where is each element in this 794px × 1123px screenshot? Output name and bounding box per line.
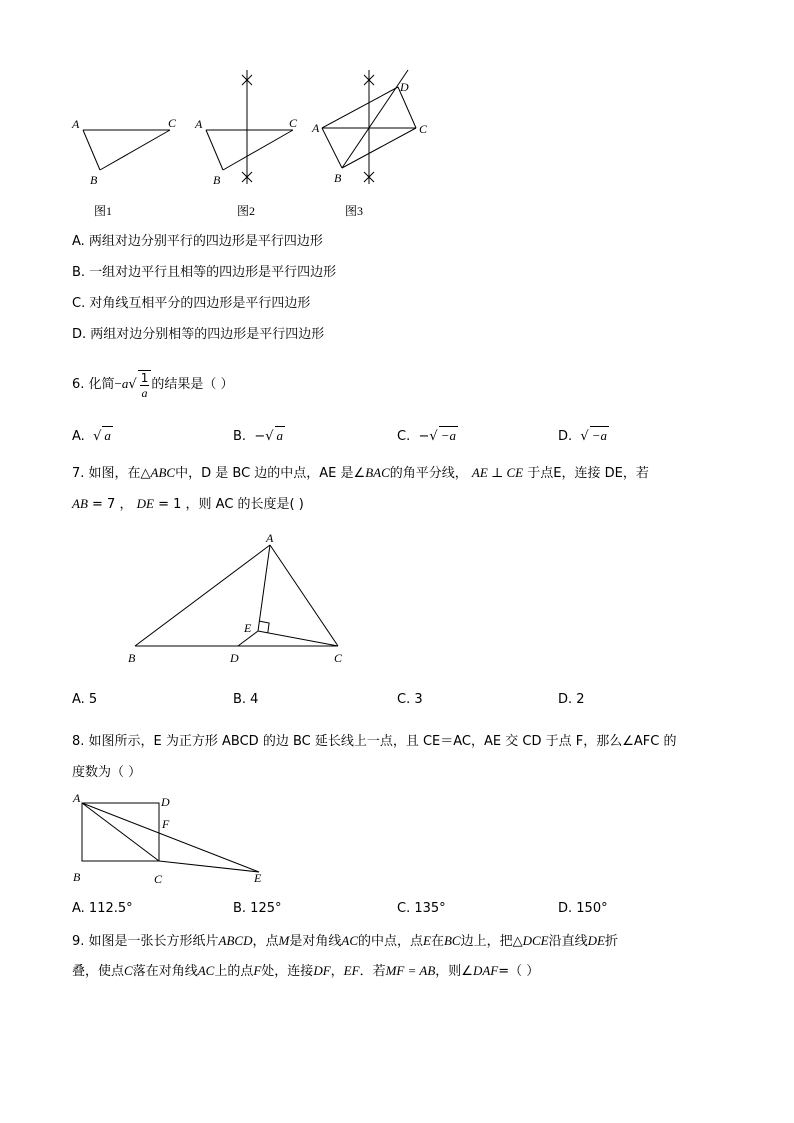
fig3-label-A: A [312, 121, 320, 135]
q9-question-line1: 9. 如图是一张长方形纸片ABCD，点M是对角线AC的中点，点E在BC边上，把△DCE沿直线DE折 [72, 933, 618, 949]
q7-option-c: C. 3 [397, 692, 423, 707]
q8-label-A: A [73, 791, 81, 805]
fig1-label-B: B [90, 173, 98, 187]
q6-frac-den: a [141, 385, 148, 400]
q8-option-c: C. 135° [397, 901, 446, 916]
q7-label-A: A [266, 531, 274, 545]
q9-question-line2: 叠，使点C落在对角线AC上的点F处，连接DF，EF．若MF = AB，则∠DAF=（ ） [72, 963, 540, 979]
q6-minus: − [114, 376, 122, 391]
figure-1 [71, 116, 177, 218]
q7-figure [120, 530, 360, 675]
q8-option-b: B. 125° [233, 901, 282, 916]
q6-frac-num: 1 [140, 370, 149, 385]
q8-question-line1: 8. 如图所示，E 为正方形 ABCD 的边 BC 延长线上一点，且 CE＝AC，AE 交 CD 于点 F，那么∠AFC 的 [72, 734, 677, 749]
q8-label-F: F [162, 817, 170, 831]
figure-3 [311, 70, 428, 218]
q6-var: a [121, 376, 129, 391]
q6-tail: 的结果是（ ） [151, 377, 234, 392]
fig2-caption: 图2 [237, 204, 256, 218]
fig3-label-D: D [400, 80, 409, 94]
q5-option-a: A. 两组对边分别平行的四边形是平行四边形 [72, 234, 323, 249]
fig2-label-B: B [213, 173, 221, 187]
q8-label-B: B [73, 870, 81, 884]
q8-label-D: D [161, 795, 170, 809]
q7-label-B: B [128, 651, 136, 665]
fig2-label-C: C [289, 116, 298, 130]
q8-figure [66, 790, 276, 890]
q7-label-E: E [244, 621, 252, 635]
q8-label-C: C [154, 872, 163, 886]
fig1-label-C: C [168, 116, 177, 130]
figure-2 [194, 70, 298, 218]
q5-option-d: D. 两组对边分别相等的四边形是平行四边形 [72, 327, 325, 342]
q5-option-b: B. 一组对边平行且相等的四边形是平行四边形 [72, 265, 337, 280]
q8-option-a: A. 112.5° [72, 901, 133, 916]
q6-fraction [138, 370, 152, 400]
q7-option-b: B. 4 [233, 692, 259, 707]
q7-label-C: C [334, 651, 343, 665]
q6-option-a: A. √ a [72, 428, 111, 444]
figures-top [60, 60, 460, 225]
fig1-label-A: A [72, 117, 80, 131]
q7-label-D: D [230, 651, 239, 665]
q6-option-d: D. √ −a [558, 428, 607, 444]
q7-question-line2: AB = 7 ， DE = 1 ，则 AC 的长度是( ) [72, 496, 304, 512]
fig3-label-B: B [334, 171, 342, 185]
q6-number: 6. 化简 [72, 377, 115, 392]
fig3-label-C: C [419, 122, 428, 136]
q5-option-c: C. 对角线互相平分的四边形是平行四边形 [72, 296, 311, 311]
fig3-caption: 图3 [345, 204, 364, 218]
q7-option-a: A. 5 [72, 692, 98, 707]
q6-question: 6. 化简−a√ $\frac{1}{a}$ 的结果是（ ） [72, 370, 234, 400]
q6-option-b: B. −√ a [233, 428, 284, 444]
fig1-caption: 图1 [94, 204, 113, 218]
q7-question-line1: 7. 如图，在△ABC中，D 是 BC 边的中点，AE 是∠BAC的角平分线， AE ⊥ CE 于点E，连接 DE，若 [72, 465, 649, 481]
q8-option-d: D. 150° [558, 901, 608, 916]
q6-option-c: C. −√ −a [397, 428, 456, 444]
q8-question-line2: 度数为（ ） [72, 765, 142, 780]
fig2-label-A: A [195, 117, 203, 131]
q8-label-E: E [254, 871, 262, 885]
q7-option-d: D. 2 [558, 692, 585, 707]
